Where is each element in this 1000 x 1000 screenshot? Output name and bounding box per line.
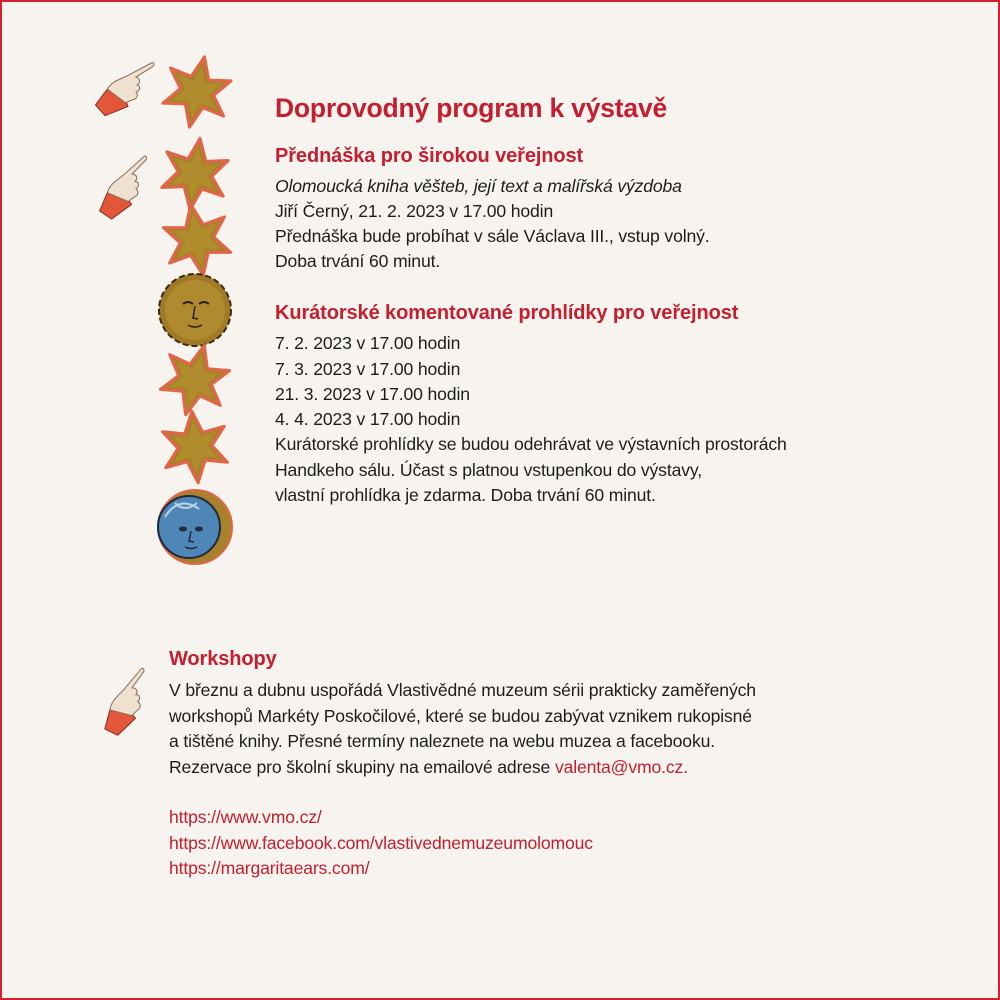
tour-date: 4. 4. 2023 v 17.00 hodin <box>275 409 461 429</box>
moon-face-icon <box>158 490 232 564</box>
tours-description-line: vlastní prohlídka je zdarma. Doba trvání 60 minut. <box>275 485 656 505</box>
workshops-line: a tištěné knihy. Přesné termíny naleznete na webu muzea a facebooku. <box>169 731 715 751</box>
tour-date: 21. 3. 2023 v 17.00 hodin <box>275 384 470 404</box>
star-icon <box>160 199 234 281</box>
workshops-line: V březnu a dubnu uspořádá Vlastivědné muzeum sérii prakticky zaměřených <box>169 680 756 700</box>
tour-date: 7. 2. 2023 v 17.00 hodin <box>275 333 461 353</box>
star-icon <box>159 50 235 133</box>
tours-heading: Kurátorské komentované prohlídky pro veřejnost <box>275 302 739 324</box>
lecture-duration: Doba trvání 60 minut. <box>275 251 441 271</box>
facebook-link[interactable]: https://www.facebook.com/vlastivednemuzeumolomouc <box>169 833 593 853</box>
workshops-reservation <box>169 755 688 779</box>
email-link[interactable]: valenta@vmo.cz. <box>554 757 688 777</box>
sun-face-icon <box>159 274 231 346</box>
star-icon <box>159 134 230 214</box>
lecture-location: Přednáška bude probíhat v sále Václava III., vstup volný. <box>275 226 710 246</box>
pointing-hand-icon <box>92 668 166 740</box>
lecture-speaker-date: Jiří Černý, 21. 2. 2023 v 17.00 hodin <box>275 201 554 221</box>
pointing-hand-icon <box>87 156 163 222</box>
page-title: Doprovodný program k výstavě <box>275 93 668 123</box>
decorations <box>2 2 262 602</box>
workshops-heading: Workshopy <box>169 648 277 670</box>
vmo-website-link[interactable]: https://www.vmo.cz/ <box>169 807 322 827</box>
reservation-text: Rezervace pro školní skupiny na emailové adrese <box>169 757 555 777</box>
tours-description-line: Kurátorské prohlídky se budou odehrávat ve výstavních prostorách <box>275 434 787 454</box>
tour-date: 7. 3. 2023 v 17.00 hodin <box>275 359 461 379</box>
margaritaears-link[interactable]: https://margaritaears.com/ <box>169 858 370 878</box>
star-icon <box>156 337 235 423</box>
lecture-subtitle: Olomoucká kniha věšteb, její text a malířská výzdoba <box>275 176 682 196</box>
workshops-line: workshopů Markéty Poskočilové, které se budou zabývat vznikem rukopisné <box>169 706 752 726</box>
tours-description-line: Handkeho sálu. Účast s platnou vstupenkou do výstavy, <box>275 460 702 480</box>
lecture-heading: Přednáška pro širokou veřejnost <box>275 145 584 167</box>
pointing-hand-icon <box>91 62 160 116</box>
star-icon <box>161 408 229 485</box>
